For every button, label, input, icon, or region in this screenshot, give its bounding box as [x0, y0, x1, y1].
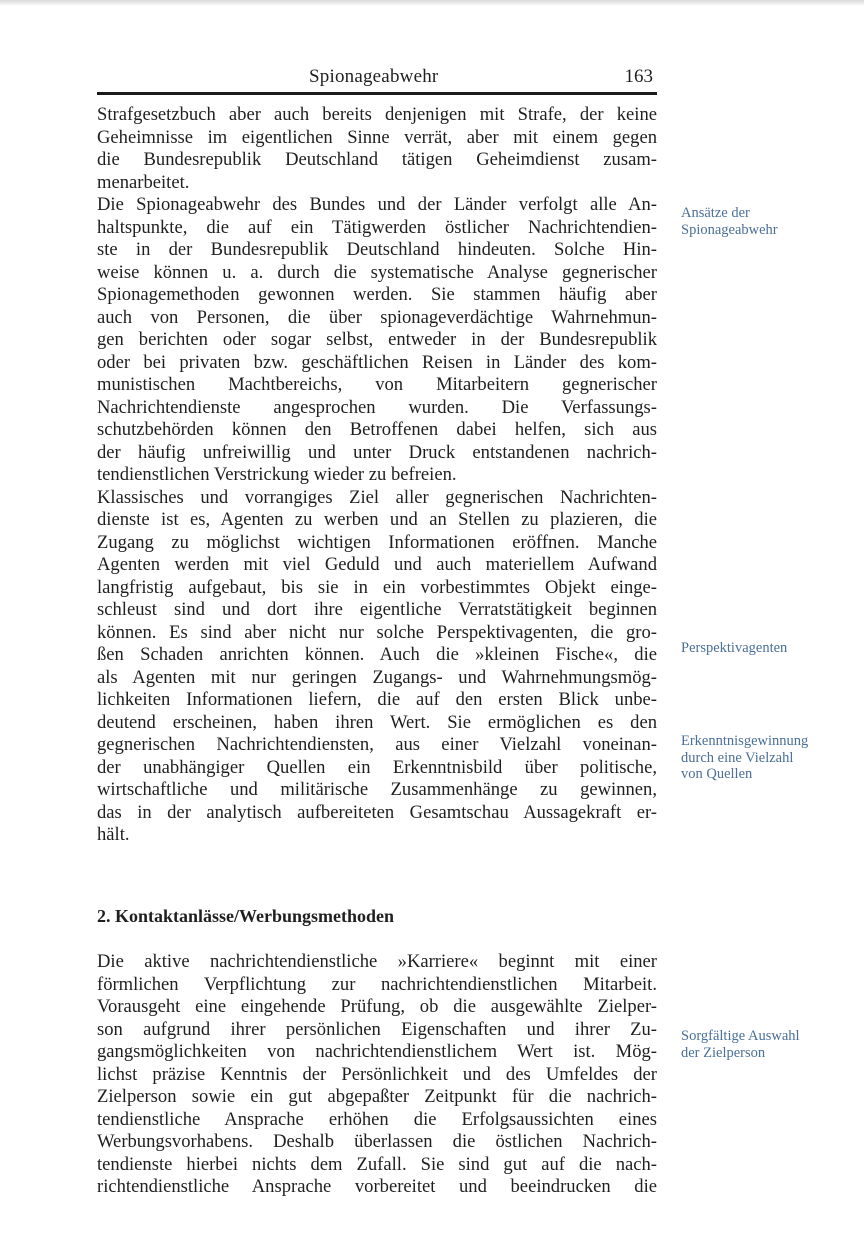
text-line: tendienstliche Ansprache erhöhen die Erfolgsaussichten eines [97, 1108, 657, 1130]
text-line: weise können u. a. durch die systematische Analyse gegnerischer [97, 261, 657, 283]
margin-note-zielperson [681, 1028, 856, 1061]
text-line: können. Es sind aber nicht nur solche Perspektivagenten, die gro- [97, 621, 657, 643]
header-rule [97, 92, 657, 95]
text-line: der häufig unfreiwillig und unter Druck entstandenen nachrich- [97, 441, 657, 463]
text-line: lichkeiten Informationen liefern, die auf den ersten Blick unbe- [97, 689, 657, 710]
margin-note-perspektivagenten [681, 640, 856, 657]
running-head [97, 66, 657, 94]
text-line: wirtschaftliche und militärische Zusammenhänge zu gewinnen, [97, 779, 657, 800]
text-line: auch von Personen, die über spionageverdächtige Wahrnehmun- [97, 306, 657, 328]
text-line: das in der analytisch aufbereiteten Gesamtschau Aussagekraft er- [97, 801, 657, 823]
margin-note-line: Erkenntnisgewinnung [681, 733, 809, 749]
text-line: Werbungsvorhabens. Deshalb überlassen die östlichen Nachrich- [97, 1131, 657, 1152]
text-line: lichst präzise Kenntnis der Persönlichkeit und des Umfeldes der [97, 1063, 657, 1085]
page-edge-shadow [0, 0, 864, 6]
running-head-title: Spionageabwehr [309, 66, 439, 87]
text-line: Klassisches und vorrangiges Ziel aller gegnerischen Nachrichten- [97, 486, 657, 508]
text-line: ste in der Bundesrepublik Deutschland hindeuten. Solche Hin- [97, 239, 657, 260]
body-text-block-2 [97, 951, 657, 1199]
text-line: Strafgesetzbuch aber auch bereits denjenigen mit Strafe, der keine [97, 104, 657, 125]
text-line: schleust sind und dort ihre eigentliche Verratstätigkeit beginnen [97, 599, 657, 620]
text-line: langfristig aufgebaut, bis sie in ein vorbestimmtes Objekt einge- [97, 576, 657, 598]
text-line: richtendienstliche Ansprache vorbereitet und beeindrucken die [97, 1176, 657, 1197]
text-line: Die aktive nachrichtendienstliche »Karriere« beginnt mit einer [97, 951, 657, 972]
text-line: haltspunkte, die auf ein Tätigwerden östlicher Nachrichtendien- [97, 216, 657, 238]
text-line: als Agenten mit nur geringen Zugangs- und Wahrnehmungsmög- [97, 666, 657, 688]
text-line: gen berichten oder sogar selbst, entweder in der Bundesrepublik [97, 329, 657, 350]
text-line: oder bei privaten bzw. geschäftlichen Reisen in Länder des kom- [97, 351, 657, 373]
text-line: hält. [97, 824, 130, 845]
text-line: gegnerischen Nachrichtendiensten, aus einer Vielzahl voneinan- [97, 734, 657, 755]
text-line: gangsmöglichkeiten von nachrichtendienstlichem Wert ist. Mög- [97, 1041, 657, 1062]
text-line: Nachrichtendienste angesprochen wurden. Die Verfassungs- [97, 396, 657, 418]
text-line: ßen Schaden anrichten können. Auch die »kleinen Fische«, die [97, 644, 657, 665]
text-line: Zugang zu möglichst wichtigen Informationen eröffnen. Manche [97, 531, 657, 553]
text-line: Die Spionageabwehr des Bundes und der Länder verfolgt alle An- [97, 194, 657, 215]
text-line: Geheimnisse im eigentlichen Sinne verrät, aber mit einem gegen [97, 126, 657, 148]
margin-note-line: Ansätze der [681, 205, 750, 221]
margin-note-erkenntnisgewinnung [681, 733, 856, 783]
text-line: Spionagemethoden gewonnen werden. Sie stammen häufig aber [97, 284, 657, 305]
text-line: der unabhängiger Quellen ein Erkenntnisbild über politische, [97, 756, 657, 778]
text-line: schutzbehörden können den Betroffenen dabei helfen, sich aus [97, 419, 657, 440]
text-line: son aufgrund ihrer persönlichen Eigenschaften und ihrer Zu- [97, 1018, 657, 1040]
margin-note-line: durch eine Vielzahl [681, 749, 794, 766]
text-line: dienste ist es, Agenten zu werben und an Stellen zu plazieren, die [97, 509, 657, 530]
page-number: 163 [624, 66, 653, 87]
margin-note-line: der Zielperson [681, 1044, 766, 1061]
text-line: munistischen Machtbereichs, von Mitarbeitern gegnerischer [97, 374, 657, 395]
margin-note-line: Sorgfältige Auswahl [681, 1028, 800, 1044]
text-line: Vorausgeht eine eingehende Prüfung, ob die ausgewählte Zielper- [97, 996, 657, 1017]
body-text-block-1 [97, 104, 657, 847]
text-line: deutend erscheinen, haben ihren Wert. Sie ermöglichen es den [97, 711, 657, 733]
margin-note-ansaetze [681, 205, 856, 238]
margin-note-line: Spionageabwehr [681, 221, 778, 238]
text-line: tendienstlichen Verstrickung wieder zu befreien. [97, 464, 457, 485]
margin-note-line: Perspektivagenten [681, 640, 788, 656]
section-heading: 2. Kontaktanlässe/Werbungsmethoden [97, 906, 395, 926]
text-line: die Bundesrepublik Deutschland tätigen Geheimdienst zusam- [97, 149, 657, 170]
text-line: Agenten werden mit viel Geduld und auch materiellem Aufwand [97, 554, 657, 575]
text-line: Zielperson sowie ein gut abgepaßter Zeitpunkt für die nachrich- [97, 1086, 657, 1107]
text-line: tendienste hierbei nichts dem Zufall. Sie sind gut auf die nach- [97, 1153, 657, 1175]
text-line: menarbeitet. [97, 171, 190, 193]
text-line: förmlichen Verpflichtung zur nachrichtendienstlichen Mitarbeit. [97, 973, 657, 995]
margin-note-line: von Quellen [681, 766, 753, 782]
